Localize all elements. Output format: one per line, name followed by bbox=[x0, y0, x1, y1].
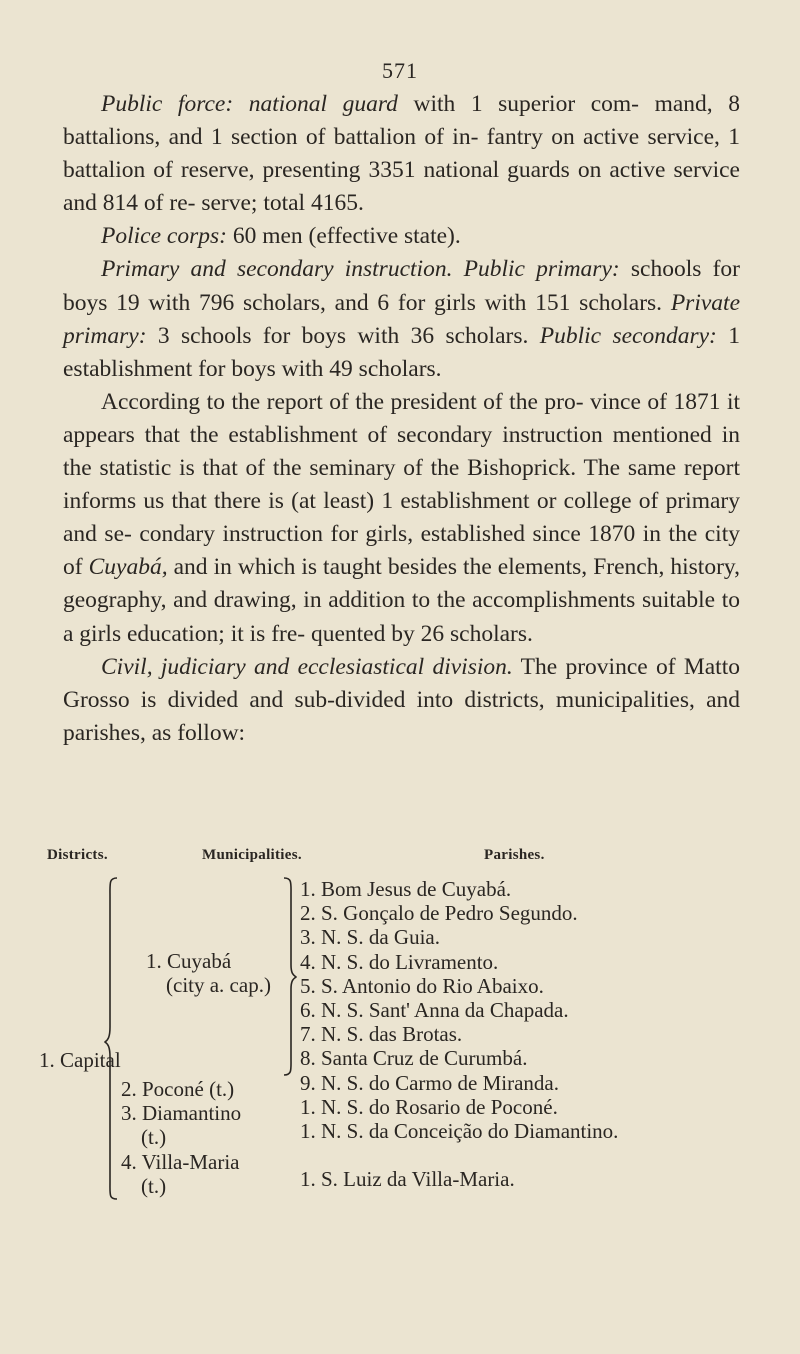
municipality-diamantino: 3. Diamantino bbox=[121, 1101, 242, 1126]
text-division: The province of Matto Grosso is divided and sub-divided into districts, municipalities, and parishes, as follow: bbox=[63, 653, 740, 746]
body-text bbox=[63, 88, 740, 750]
parish-item: 4. N. S. do Livramento. bbox=[300, 949, 499, 974]
text-report-2: and in which is taught besides the elements, French, history, geography, and drawing, in addition to the accomplishments suitable to a girls education; it is fre- quented by 26 scholars. bbox=[63, 554, 740, 647]
header-districts: Districts. bbox=[47, 847, 108, 863]
parish-item: 2. S. Gonçalo de Pedro Segundo. bbox=[300, 901, 578, 926]
right-brace bbox=[283, 877, 297, 1076]
lead-division: Civil, judiciary and ecclesiastical division. bbox=[101, 653, 513, 680]
page-number: 571 bbox=[382, 58, 418, 83]
text-instruction-3: 1 establishment for boys with 49 scholars. bbox=[63, 322, 740, 382]
parish-gap bbox=[300, 1143, 618, 1167]
lead-public-force: Public force: national guard bbox=[101, 91, 398, 117]
municipality-pocone: 2. Poconé (t.) bbox=[121, 1077, 235, 1101]
parish-item: 1. N. S. da Conceição do Diamantino. bbox=[300, 1118, 619, 1143]
municipality-villa-maria: 4. Villa-Maria bbox=[121, 1149, 240, 1174]
municipality-diamantino-note: (t.) bbox=[141, 1125, 167, 1150]
text-report-1: According to the report of the president of the pro- vince of 1871 it appears that the establishment of secondary instruction mentioned in the statistic is that of the seminary of the Bishoprick. The same report informs us that there is (at least) 1 establishment or college of primary and se- condary instruction for girls, established since 1870 in the city of bbox=[63, 388, 740, 581]
parish-item: 5. S. Antonio do Rio Abaixo. bbox=[300, 973, 544, 998]
paragraph-instruction bbox=[63, 253, 740, 385]
municipality-cuyaba-name: 1. Cuyabá bbox=[146, 949, 232, 973]
parish-item: 1. Bom Jesus de Cuyabá. bbox=[300, 877, 512, 901]
header-parishes: Parishes. bbox=[484, 847, 545, 863]
text-public-force: with 1 superior com- mand, 8 battalions, and 1 section of battalion of in- fantry on active service, 1 battalion of reserve, presenting 3351 national guards on active service and 814 of re- serve; total 4165. bbox=[63, 91, 740, 217]
paragraph-report bbox=[63, 386, 740, 651]
left-brace bbox=[104, 877, 118, 1200]
parish-item: 1. S. Luiz da Villa-Maria. bbox=[300, 1167, 515, 1192]
parish-item: 9. N. S. do Carmo de Miranda. bbox=[300, 1070, 559, 1095]
municipality-cuyaba-note: (city a. cap.) bbox=[166, 973, 271, 998]
lead-private-primary: Private primary: bbox=[63, 289, 740, 349]
lead-public-secondary: Public secondary: bbox=[539, 322, 717, 349]
header-municipalities: Municipalities. bbox=[202, 847, 302, 863]
paragraph-public-force bbox=[63, 88, 740, 220]
parish-list bbox=[300, 877, 618, 1191]
parish-item: 6. N. S. Sant' Anna da Chapada. bbox=[300, 997, 569, 1022]
lead-police: Police corps: bbox=[101, 223, 227, 250]
paragraph-police bbox=[63, 220, 740, 253]
parish-item: 1. N. S. do Rosario de Poconé. bbox=[300, 1094, 558, 1119]
text-instruction-2: 3 schools for boys with 36 scholars. bbox=[146, 322, 540, 349]
parish-item: 8. Santa Cruz de Curumbá. bbox=[300, 1046, 528, 1071]
parish-item: 7. N. S. das Brotas. bbox=[300, 1022, 463, 1047]
text-police: 60 men (effective state). bbox=[226, 223, 461, 250]
municipality-cuyaba bbox=[146, 949, 271, 997]
city-name: Cuyabá, bbox=[88, 554, 168, 581]
district-capital: 1. Capital bbox=[39, 1048, 121, 1072]
text-instruction-1: schools for boys 19 with 796 scholars, and 6 for girls with 151 scholars. bbox=[63, 256, 740, 316]
lead-instruction: Primary and secondary instruction. Public primary: bbox=[101, 256, 620, 283]
municipalities-rest bbox=[121, 1077, 241, 1198]
parish-item: 3. N. S. da Guia. bbox=[300, 925, 440, 950]
paragraph-division bbox=[63, 651, 740, 750]
municipality-villa-maria-note: (t.) bbox=[141, 1173, 167, 1198]
